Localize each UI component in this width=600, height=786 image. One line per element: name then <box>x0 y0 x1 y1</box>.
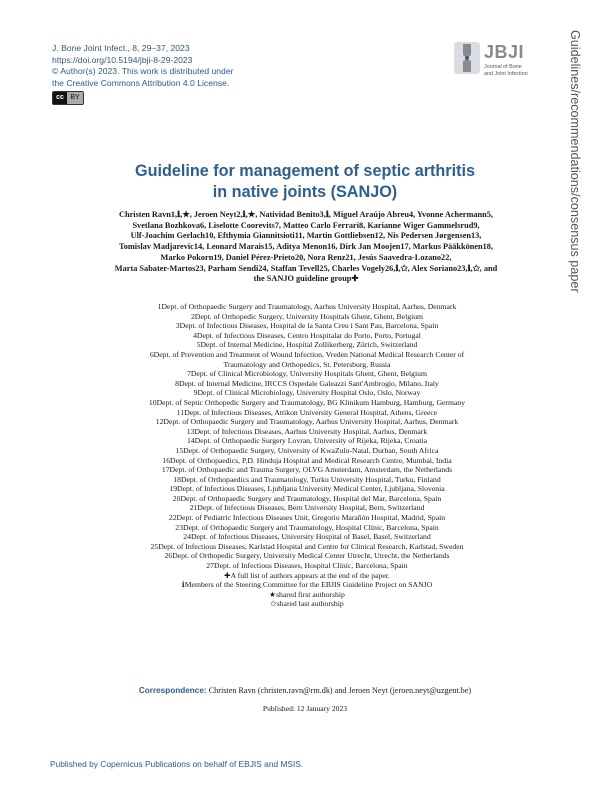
affiliation-item: 12Dept. of Orthopaedic Surgery and Traumatology, Aarhus University Hospital, Aarhus, Denmark <box>155 417 459 427</box>
affiliation-item: 23Dept. of Orthopaedic Surgery and Traumatology, Hospital Clínic, Barcelona, Spain <box>175 522 439 532</box>
affiliation-item: 21Dept. of Infectious Diseases, Bern University Hospital, Bern, Switzerland <box>189 503 425 513</box>
affiliation-item: 27Dept. of Infectious Diseases, Hospital Clínic, Barcelona, Spain <box>206 561 408 571</box>
affiliation-item: 24Dept. of Infectious Diseases, University Hospital of Basel, Basel, Switzerland <box>183 532 431 542</box>
affiliation-item: 6Dept. of Prevention and Treatment of Wound Infection, Vreden National Medical Research Center of <box>149 349 465 359</box>
affiliation-item: 3Dept. of Infectious Diseases, Hospital de la Santa Creu i Sant Pau, Barcelona, Spain <box>175 321 439 331</box>
affiliation-item: 19Dept. of Infectious Diseases, Ljubljana University Medical Center, Ljubljana, Slovenia <box>169 484 445 494</box>
affiliation-item: 18Dept. of Orthopaedics and Traumatology, Turku University Hospital, Turku, Finland <box>173 474 441 484</box>
affiliation-item: 10Dept. of Septic Orthopedic Surgery and Traumatology, BG Klinikum Hamburg, Hamburg, Germany <box>148 397 466 407</box>
journal-name-line-1: Journal of Bone <box>484 64 522 70</box>
author-line: Tomislav Madjarevic14, Leonard Marais15, Aditya Menon16, Dirk Jan Moojen17, Markus Pääkkönen18, <box>118 242 494 252</box>
author-line: Marta Sabater-Martos23, Parham Sendi24, Staffan Tevell25, Charles Vogely26,ℹ,✩, Alex Soriano23,ℹ,✩, and <box>114 263 498 273</box>
author-line: Christen Ravn1,ℹ,★, Jeroen Neyt2,ℹ,★, Natividad Benito3,ℹ, Miguel Araújo Abreu4, Yvonne Achermann5, <box>118 210 494 219</box>
article-type-text: Guidelines/recommendations/consensus paper <box>568 30 582 293</box>
affiliation-item: 17Dept. of Orthopaedic and Trauma Surgery, OLVG Amsterdam, Amsterdam, the Netherlands <box>161 465 453 475</box>
footnote-shared-first: ★shared first authorship <box>269 589 345 599</box>
journal-name-line-2: and Joint Infection <box>484 70 528 77</box>
affiliation-item: 11Dept. of Infectious Diseases, Attikon University General Hospital, Athens, Greece <box>176 407 438 417</box>
affiliation-list <box>90 302 524 609</box>
article-type-label <box>566 30 586 340</box>
affiliation-item: 2Dept. of Orthopedic Surgery, University Hospitals Ghent, Ghent, Belgium <box>190 311 424 321</box>
paper-title <box>80 161 530 203</box>
affiliation-item: 9Dept. of Clinical Microbiology, University Hospital Oslo, Oslo, Norway <box>193 388 421 398</box>
affiliation-item: 26Dept. of Orthopedic Surgery, University Medical Center Utrecht, Utrecht, the Netherlands <box>164 551 450 561</box>
author-line: the SANJO guideline group✚ <box>253 274 359 284</box>
correspondence-label: Correspondence: <box>138 686 207 695</box>
footnote-steering-committee: ℹMembers of the Steering Committee for the EBJIS Guideline Project on SANJO <box>181 580 433 590</box>
author-line: Svetlana Bozhkova6, Liselotte Coorevits7, Matteo Carlo Ferrari8, Karianne Wiger Gammelsrud9, <box>132 220 480 230</box>
journal-name <box>484 64 544 77</box>
by-badge-label: BY <box>67 92 83 104</box>
cc-badge-label: cc <box>53 92 67 104</box>
license-line-2[interactable]: the Creative Commons Attribution 4.0 License. <box>52 77 230 88</box>
publisher-footer[interactable]: Published by Copernicus Publications on behalf of EBJIS and MSIS. <box>50 759 304 769</box>
published-date: Published: 12 January 2023 <box>262 704 348 713</box>
affiliation-item: 20Dept. of Orthopaedic Surgery and Traumatology, Hospital del Mar, Barcelona, Spain <box>172 493 442 503</box>
footnote-shared-last: ✩shared last authorship <box>270 599 344 609</box>
correspondence <box>60 686 550 695</box>
affiliation-item: 4Dept. of Infectious Diseases, Centro Hospitalar do Porto, Porto, Portugal <box>193 330 421 340</box>
affiliation-item: 25Dept. of Infectious Diseases, Karlstad Hospital and Centre for Clinical Research, Karlstad, Sweden <box>150 541 464 551</box>
license-line-1: © Author(s) 2023. This work is distributed under <box>52 66 234 77</box>
title-line-2: in native joints (SANJO) <box>212 183 398 201</box>
author-line: Ulf-Joachim Gerlach10, Efthymia Giannitsioti11, Martin Gottliebsen12, Nis Pedersen Jørgensen13, <box>130 231 482 241</box>
citation: J. Bone Joint Infect., 8, 29–37, 2023 <box>52 43 190 53</box>
affiliation-item: 8Dept. of Internal Medicine, IRCCS Ospedale Galeazzi Sant'Ambrogio, Milano, Italy <box>175 378 439 388</box>
author-line: Marko Pokorn19, Daniel Pérez-Prieto20, Nora Renz21, Jesús Saavedra-Lozano22, <box>160 252 452 262</box>
knee-joint-icon <box>454 42 480 74</box>
footnote-full-list: ✚A full list of authors appears at the end of the paper. <box>224 570 390 580</box>
affiliation-item: Traumatology and Orthopedics, St. Petersburg, Russia <box>223 359 391 369</box>
affiliation-item: 14Dept. of Orthopaedic Surgery Lovran, University of Rijeka, Rijeka, Croatia <box>186 436 428 446</box>
journal-acronym: JBJI <box>484 42 525 62</box>
cc-by-badge[interactable] <box>52 91 84 105</box>
affiliation-item: 7Dept. of Clinical Microbiology, University Hospitals Ghent, Ghent, Belgium <box>187 369 427 379</box>
author-list <box>88 210 524 285</box>
doi-link[interactable]: https://doi.org/10.5194/jbji-8-29-2023 <box>52 54 193 65</box>
title-line-1: Guideline for management of septic arthritis <box>134 162 475 180</box>
affiliation-item: 15Dept. of Orthopaedic Surgery, University of KwaZulu-Natal, Durban, South Africa <box>175 445 439 455</box>
affiliation-item: 22Dept. of Pediatric Infectious Diseases Unit, Gregorio Marañón Hospital, Madrid, Spain <box>168 513 446 523</box>
journal-header <box>52 43 382 105</box>
affiliation-item: 13Dept. of Infectious Diseases, Aarhus University Hospital, Aarhus, Denmark <box>186 426 428 436</box>
correspondence-text[interactable]: Christen Ravn (christen.ravn@rm.dk) and Jeroen Neyt (jeroen.neyt@uzgent.be) <box>208 686 472 695</box>
affiliation-item: 16Dept. of Orthopaedics, P.D. Hinduja Hospital and Medical Research Centre, Mumbai, India <box>162 455 452 465</box>
journal-logo <box>454 40 554 92</box>
affiliation-item: 5Dept. of Internal Medicine, Hospital Zollikerberg, Zürich, Switzerland <box>196 340 418 350</box>
affiliation-item: 1Dept. of Orthopaedic Surgery and Traumatology, Aarhus University Hospital, Aarhus, Denmark <box>157 302 457 311</box>
